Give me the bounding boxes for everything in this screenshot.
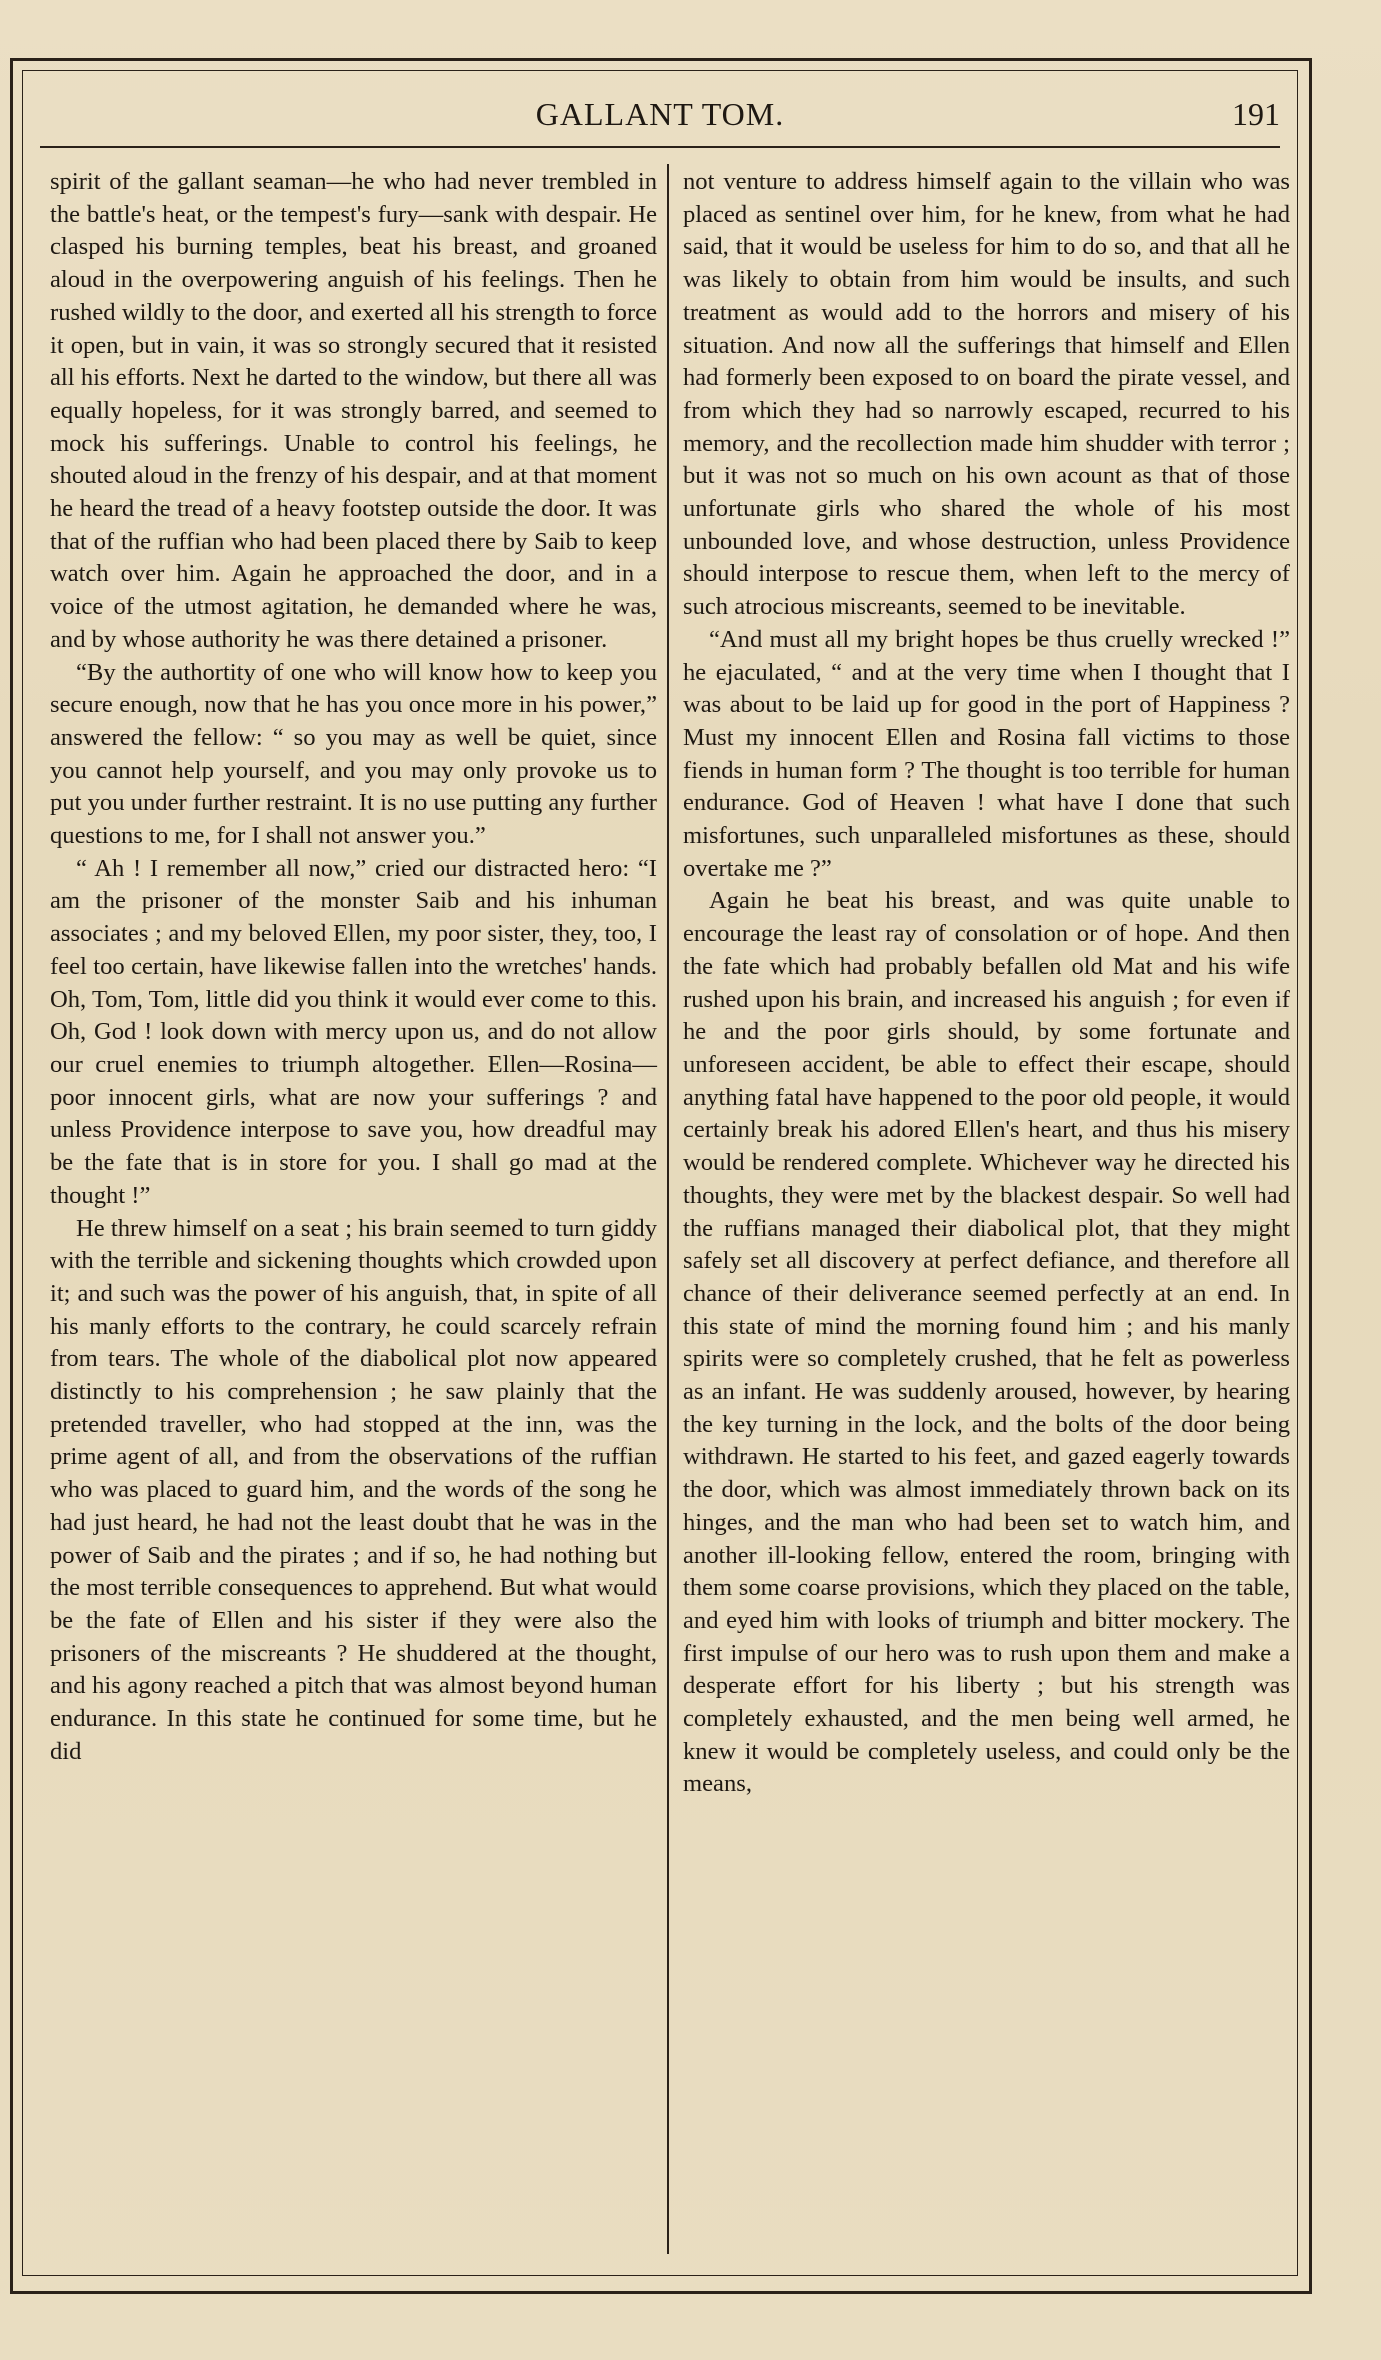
column-divider [667, 164, 669, 2254]
left-column [50, 166, 657, 1768]
paragraph: “ Ah ! I remember all now,” cried our distracted hero: “I am the prisoner of the monster Saib and his inhuman associates ; and my beloved Ellen, my poor sister, they, too, I feel too certain, have likewise fallen into the wretches' hands. Oh, Tom, Tom, little did you think it would ever come to this. Oh, God ! look down with mercy upon us, and do not allow our cruel enemies to triumph altogether. Ellen—Rosina—poor innocent girls, what are now your sufferings ? and unless Providence interpose to save you, how dreadful may be the fate that is in store for you. I shall go mad at the thought !” [50, 854, 657, 1209]
right-column [683, 166, 1290, 1801]
paragraph: spirit of the gallant seaman—he who had never trembled in the battle's heat, or the tempest's fury—sank with despair. He clasped his burning temples, beat his breast, and groaned aloud in the overpowering anguish of his feelings. Then he rushed wildly to the door, and exerted all his strength to force it open, but in vain, it was so strongly secured that it resisted all his efforts. Next he darted to the window, but there all was equally hopeless, for it was strongly barred, and seemed to mock his sufferings. Unable to control his feelings, he shouted aloud in the frenzy of his despair, and at that moment he heard the tread of a heavy footstep outside the door. It was that of the ruffian who had been placed there by Saib to keep watch over him. Again he approached the door, and in a voice of the utmost agitation, he demanded where he was, and by whose authority he was there detained a prisoner. [50, 168, 657, 653]
paragraph: Again he beat his breast, and was quite unable to encourage the least ray of consolation or of hope. And then the fate which had probably befallen old Mat and his wife rushed upon his brain, and increased his anguish ; for even if he and the poor girls should, by some fortunate and unforeseen accident, be able to effect their escape, should anything fatal have happened to the poor old people, it would certainly break his adored Ellen's heart, and thus his misery would be rendered complete. Whichever way he directed his thoughts, they were met by the blackest despair. So well had the ruffians managed their diabolical plot, that they might safely set all discovery at perfect defiance, and therefore all chance of their deliverance seemed perfectly at an end. In this state of mind the morning found him ; and his manly spirits were so completely crushed, that he felt as powerless as an infant. He was suddenly aroused, however, by hearing the key turning in the lock, and the bolts of the door being withdrawn. He started to his feet, and gazed eagerly towards the door, which was almost immediately thrown back on its hinges, and the man who had been set to watch him, and another ill-looking fellow, entered the room, bringing with them some coarse provisions, which they placed on the table, and eyed him with looks of triumph and bitter mockery. The first impulse of our hero was to rush upon them and make a desperate effort for his liberty ; but his strength was completely exhausted, and the men being well armed, he knew it would be completely useless, and could only be the means, [683, 887, 1290, 1798]
header-rule [40, 146, 1280, 148]
paragraph: not venture to address himself again to the villain who was placed as sentinel over him, for he knew, from what he had said, that it would be useless for him to do so, and that all he was likely to obtain from him would be insults, and such treatment as would add to the horrors and misery of his situation. And now all the sufferings that himself and Ellen had formerly been exposed to on board the pirate vessel, and from which they had so narrowly escaped, recurred to his memory, and the recollection made him shudder with terror ; but it was not so much on his own acount as that of those unfortunate girls who shared the whole of his most unbounded love, and whose destruction, unless Providence should interpose to rescue them, when left to the mercy of such atrocious miscreants, seemed to be inevitable. [683, 168, 1290, 621]
paragraph: He threw himself on a seat ; his brain seemed to turn giddy with the terrible and sickening thoughts which crowded upon it; and such was the power of his anguish, that, in spite of all his manly efforts to the contrary, he could scarcely refrain from tears. The whole of the diabolical plot now appeared distinctly to his comprehension ; he saw plainly that the pretended traveller, who had stopped at the inn, was the prime agent of all, and from the observations of the ruffian who was placed to guard him, and the words of the song he had just heard, he had not the least doubt that he was in the power of Saib and the pirates ; and if so, he had nothing but the most terrible consequences to apprehend. But what would be the fate of Ellen and his sister if they were also the prisoners of the miscreants ? He shuddered at the thought, and his agony reached a pitch that was almost beyond human endurance. In this state he continued for some time, but he did [50, 1214, 657, 1765]
page-header [40, 96, 1280, 142]
page-number: 191 [1232, 96, 1280, 132]
paragraph: “By the authortity of one who will know how to keep you secure enough, now that he has you once more in his power,” answered the fellow: “ so you may as well be quiet, since you cannot help yourself, and you may only provoke us to put you under further restraint. It is no use putting any further questions to me, for I shall not answer you.” [50, 658, 657, 850]
paragraph: “And must all my bright hopes be thus cruelly wrecked !” he ejaculated, “ and at the very time when I thought that I was about to be laid up for good in the port of Happiness ? Must my innocent Ellen and Rosina fall victims to those fiends in human form ? The thought is too terrible for human endurance. God of Heaven ! what have I done that such misfortunes, such unparalleled misfortunes as these, should overtake me ?” [683, 625, 1290, 882]
running-title: GALLANT TOM. [535, 96, 785, 132]
